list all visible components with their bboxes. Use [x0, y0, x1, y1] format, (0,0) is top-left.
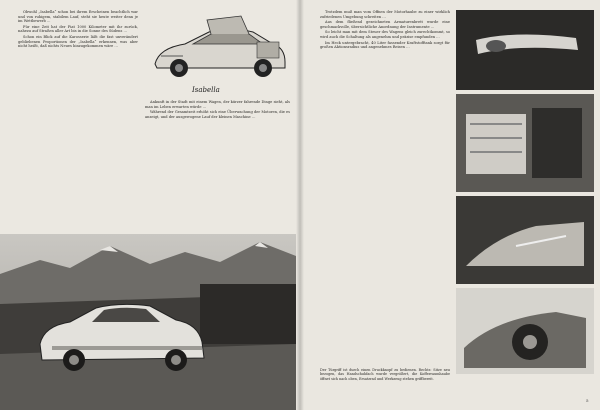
paragraph: Für eine Zeit hat der Fiat 1000 Kilometer mit ihr zurück, nahezu auf Straßen aller Art bis in die Sonne des Südens …: [18, 24, 138, 34]
spread-gutter: [296, 0, 304, 410]
paragraph: Schon ein Blick auf die Karosserie läßt die fast unverändert gebliebenen Proportionen der „Isabella“ erkennen, was aber nicht heißt, daß nichts Neues hinzugekommen wäre …: [18, 34, 138, 49]
car-mountain-photo: [0, 234, 296, 410]
paragraph: Im Heck untergebracht, 40 Liter fassender Kraftstofftank sorgt für großen Aktionsradius und angenehmes Reisen …: [320, 40, 450, 50]
left-text-column-2: [145, 100, 290, 236]
trunk-photo: [456, 288, 594, 374]
paragraph: Während der Gesamtzeit erhöht sich eine Überwachung der Motoren, die es anzeigt, und der ausgewogene Lauf der kleinen Maschine …: [145, 110, 290, 119]
photo-caption: Der Türgriff ist durch einen Druckknopf zu bedienen. Rechts: Sitze neu bezogen, das Handschuhfach wurde vergrößert, die Kofferraumhaube öffnet sich nach oben, Ersatzrad und Werkzeug stehen griffbereit.: [320, 368, 450, 381]
paragraph: Obwohl „Isabella“ schon bei ihrem Erscheinen beachtlich war und von ruhigem, stabilem Lauf, steht sie heute weiter denn je im Wettbewerb …: [18, 10, 138, 24]
car-open-illustration: [145, 8, 293, 86]
paragraph: Aus dem fließend gezeichneten Armaturenbrett wurde eine geschmackvolle, übersichtliche Anordnung der Instrumente …: [320, 20, 450, 29]
right-page: [300, 0, 600, 410]
paragraph: So leicht man mit dem Steuer des Wagens gleich zurechtkommt, so wird auch die Schaltung als angenehm und präzise empfunden …: [320, 30, 450, 39]
page-number: 5: [586, 398, 589, 403]
paragraph: Ankunft in der Stadt mit einem Wagen, der kürzer fahrende Dinge sieht, als man im Leben erwarten würde …: [145, 100, 290, 109]
door-handle-photo: [456, 10, 594, 90]
interior-photo: [456, 94, 594, 192]
seat-photo: [456, 196, 594, 284]
left-text-column-1: [18, 10, 138, 238]
right-text-column: [320, 10, 450, 365]
script-caption: Isabella: [192, 86, 220, 94]
paragraph: Trotzdem muß man vom Öffnen der Motorhaube zu einer wirklich zufriedenen Umgebung schreiten …: [320, 10, 450, 19]
